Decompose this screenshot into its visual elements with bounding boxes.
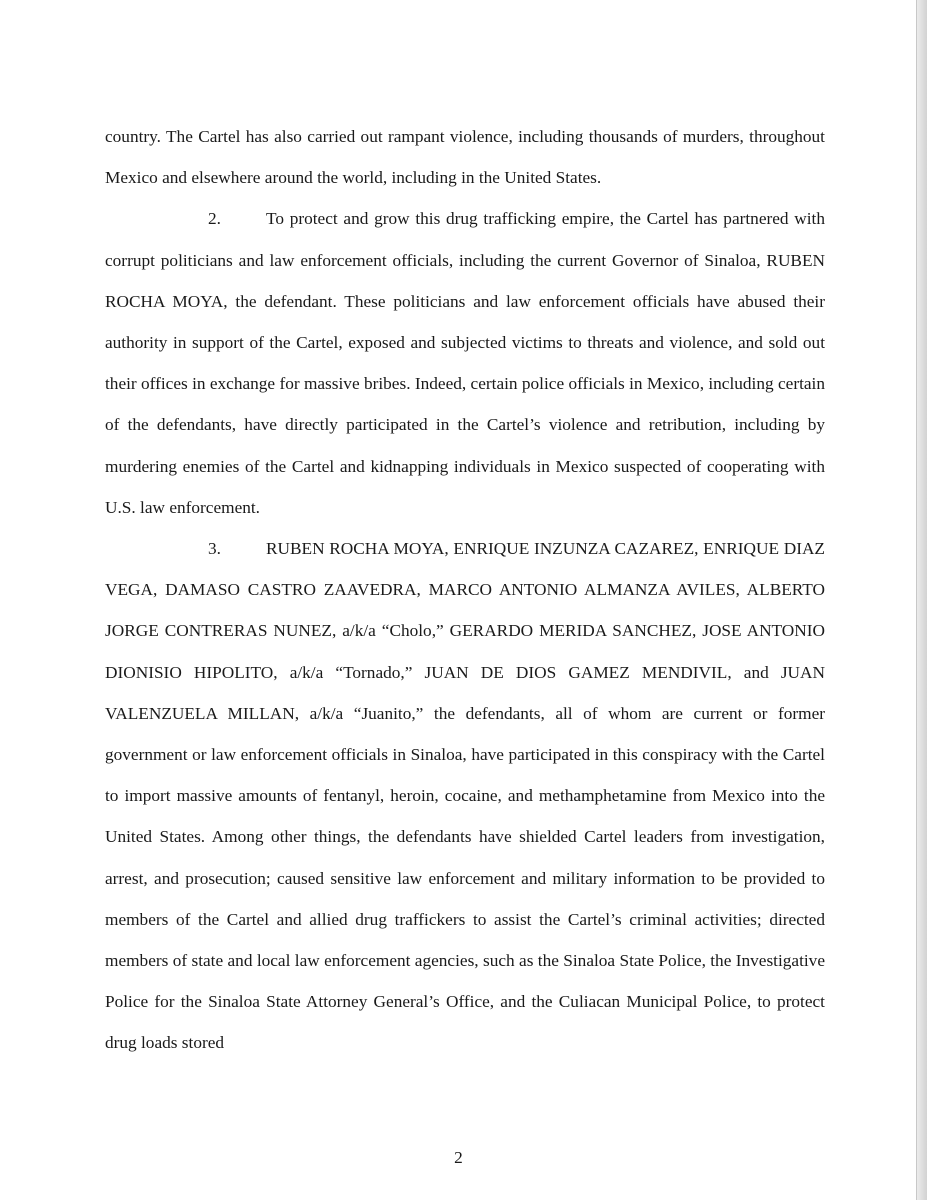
paragraph-2-text: To protect and grow this drug trafficking empire, the Cartel has partnered with corrupt politicians and law enforcement officials, including the current Governor of Sinaloa, RUBEN ROCHA MOYA, the defendant. These politicians and law enforcement officials have abused their authority in support of the Cartel, exposed and subjected victims to threats and violence, and sold out their offices in exchange for massive bribes. Indeed, certain police officials in Mexico, including certain of the defendants, have directly participated in the Cartel’s violence and retribution, including by murdering enemies of the Cartel and kidnapping individuals in Mexico suspected of cooperating with U.S. law enforcement. <box>105 209 825 517</box>
paragraph-1-text: country. The Cartel has also carried out rampant violence, including thousands of murders, throughout Mexico and elsewhere around the world, including in the United States. <box>105 127 825 188</box>
page-number: 2 <box>454 1148 463 1167</box>
document-body <box>105 116 825 1064</box>
paragraph-2-number: 2. <box>208 209 221 229</box>
paragraph-3-text: RUBEN ROCHA MOYA, ENRIQUE INZUNZA CAZAREZ, ENRIQUE DIAZ VEGA, DAMASO CASTRO ZAAVEDRA, MARCO ANTONIO ALMANZA AVILES, ALBERTO JORGE CONTRERAS NUNEZ, a/k/a “Cholo,” GERARDO MERIDA SANCHEZ, JOSE ANTONIO DIONISIO HIPOLITO, a/k/a “Tornado,” JUAN DE DIOS GAMEZ MENDIVIL, and JUAN VALENZUELA MILLAN, a/k/a “Juanito,” the defendants, all of whom are current or former government or law enforcement officials in Sinaloa, have participated in this conspiracy with the Cartel to import massive amounts of fentanyl, heroin, cocaine, and methamphetamine from Mexico into the United States. Among other things, the defendants have shielded Cartel leaders from investigation, arrest, and prosecution; caused sensitive law enforcement and military information to be provided to members of the Cartel and allied drug traffickers to assist the Cartel’s criminal activities; directed members of state and local law enforcement agencies, such as the Sinaloa State Police, the Investigative Police for the Sinaloa State Attorney General’s Office, and the Culiacan Municipal Police, to protect drug loads stored <box>105 539 825 1053</box>
paragraph-2 <box>105 198 825 528</box>
page-edge-shadow <box>916 0 927 1200</box>
paragraph-3 <box>105 528 825 1064</box>
paragraph-3-number: 3. <box>208 539 221 559</box>
paragraph-1-continued <box>105 116 825 198</box>
